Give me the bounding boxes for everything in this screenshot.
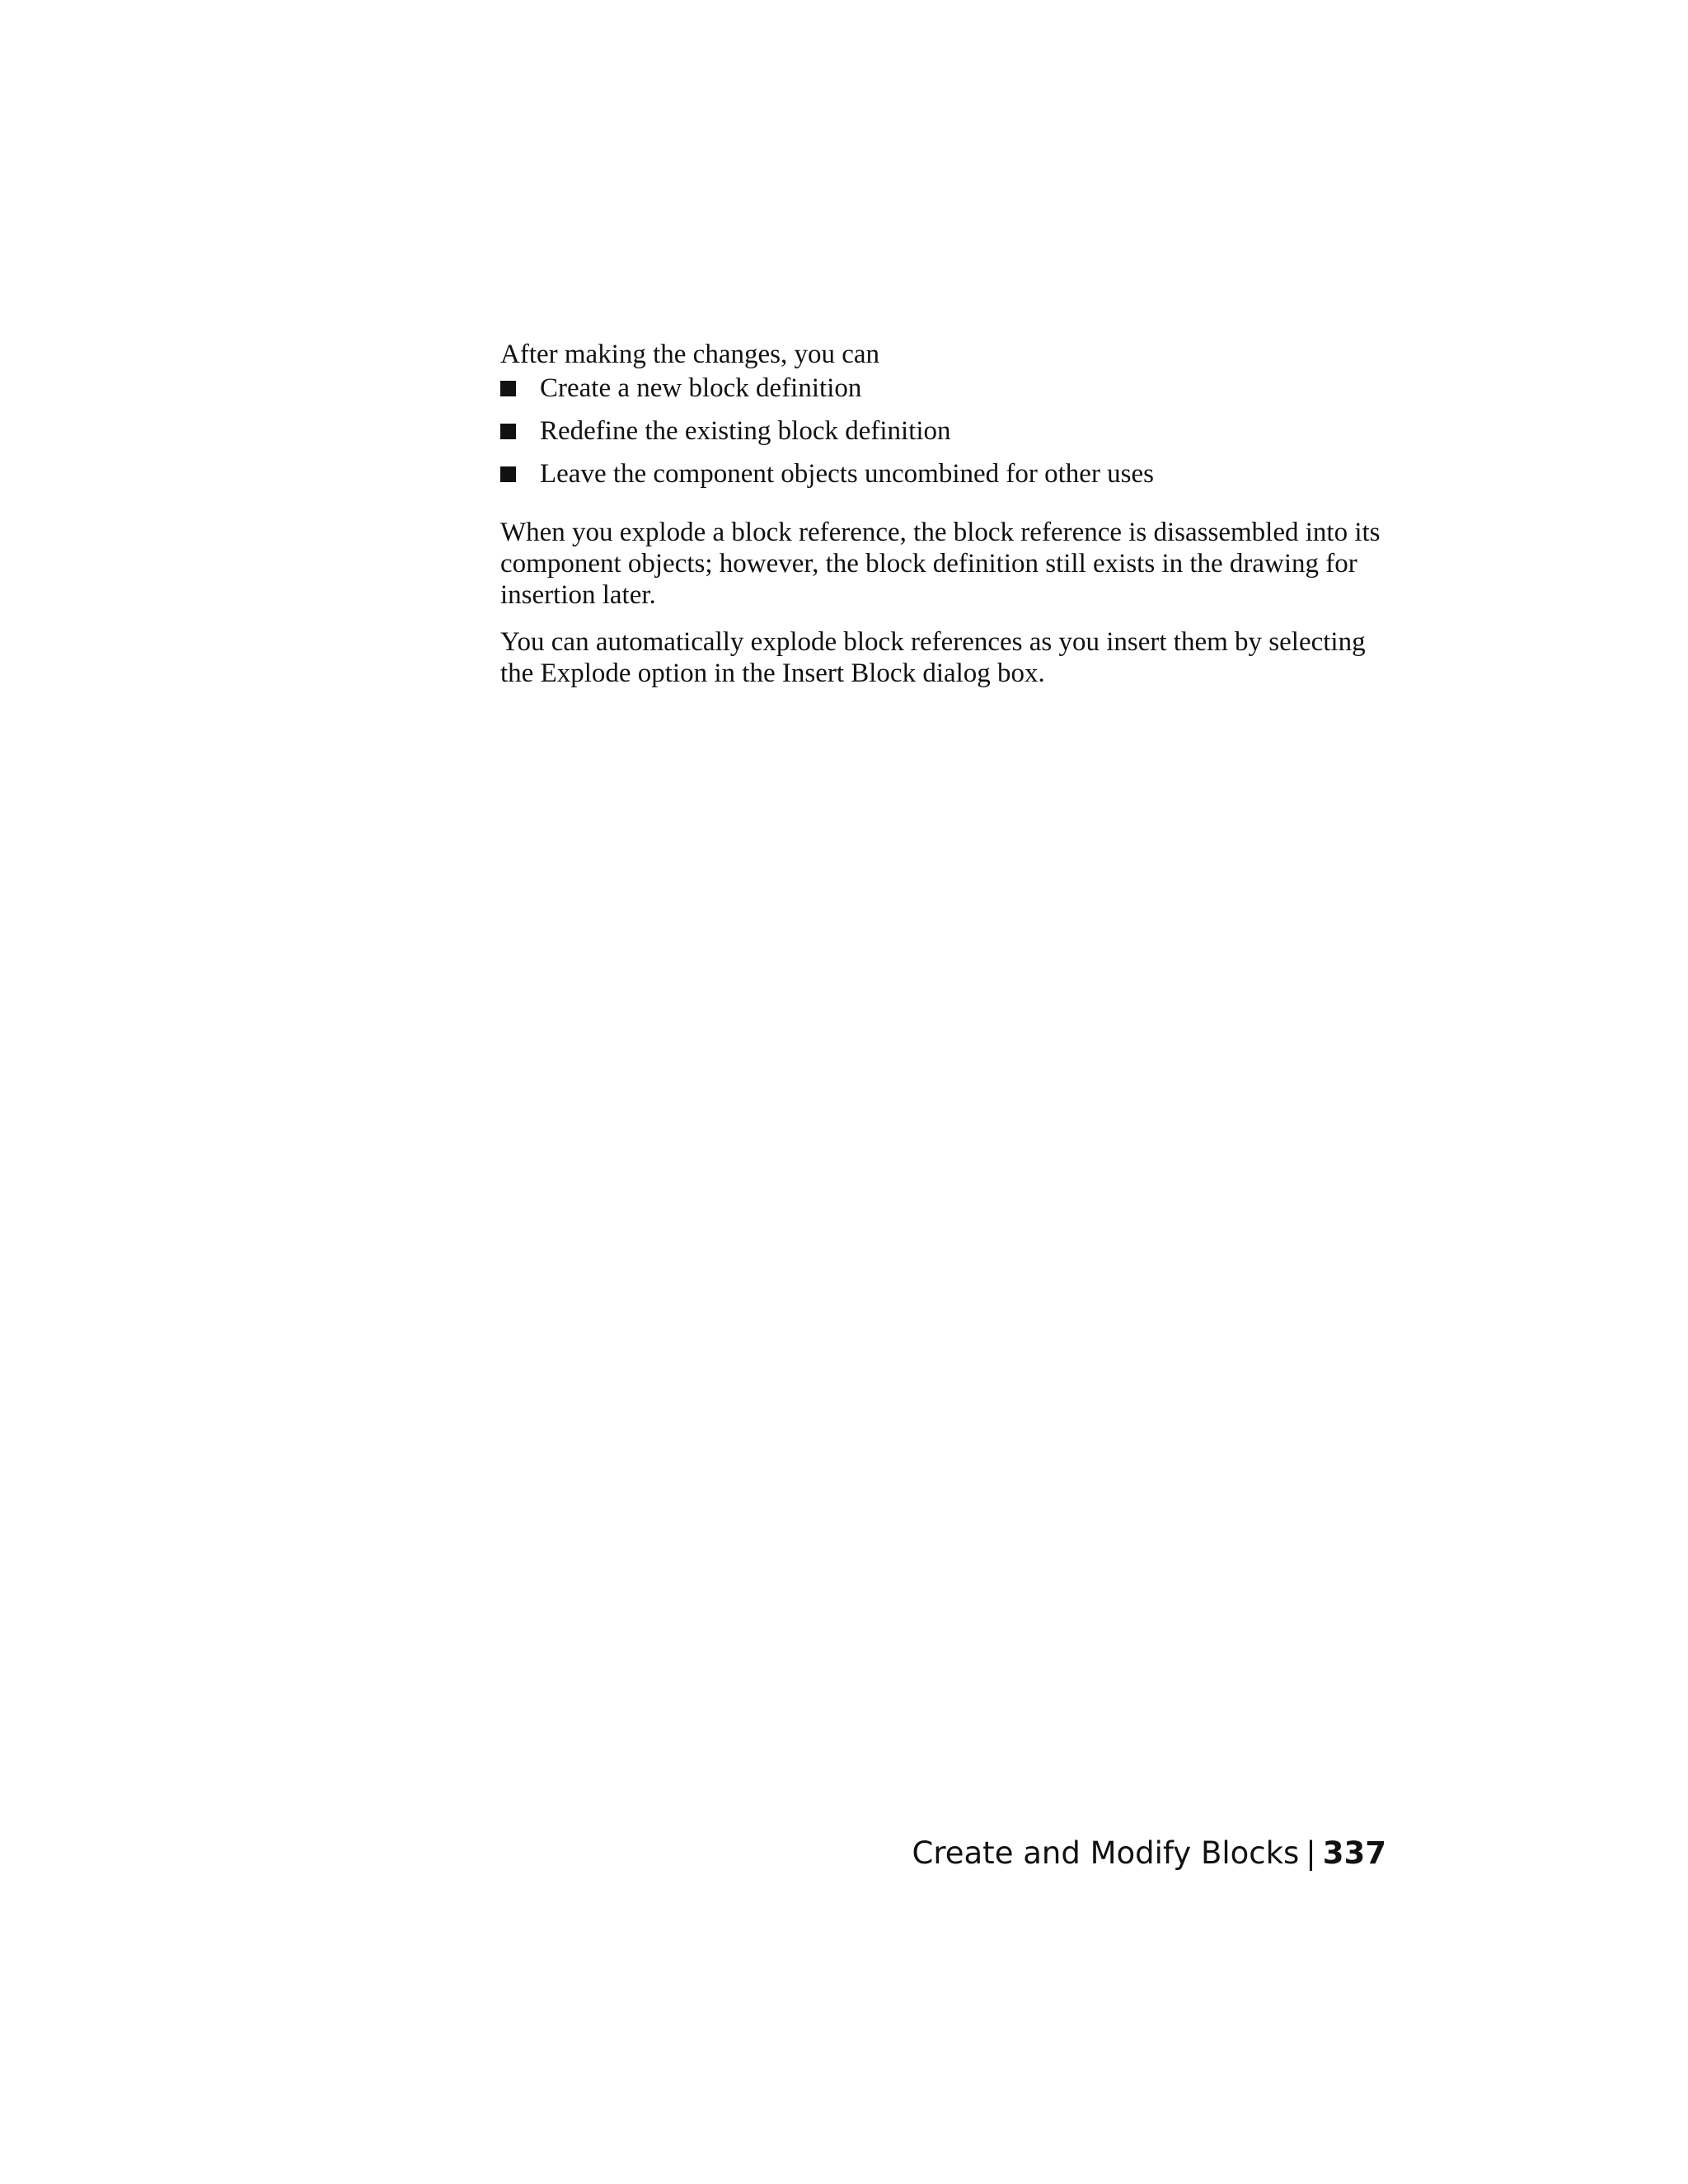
page-content bbox=[500, 338, 1386, 689]
square-bullet-icon bbox=[500, 381, 516, 396]
page-footer bbox=[912, 1835, 1386, 1872]
intro-text: After making the changes, you can bbox=[500, 340, 880, 369]
list-item bbox=[500, 372, 1386, 405]
page-number: 337 bbox=[1322, 1835, 1386, 1871]
list-item-text: Leave the component objects uncombined for other uses bbox=[540, 459, 1155, 489]
footer-separator: | bbox=[1306, 1835, 1316, 1871]
explode-paragraph: When you explode a block reference, the block reference is disassembled into its component objects; however, the block definition still exists in the drawing for insertion later. bbox=[500, 518, 1381, 610]
square-bullet-icon bbox=[500, 424, 516, 439]
footer-section-title: Create and Modify Blocks bbox=[912, 1835, 1300, 1871]
list-item-text: Create a new block definition bbox=[540, 373, 862, 403]
list-item-text: Redefine the existing block definition bbox=[540, 416, 951, 446]
bullet-list bbox=[500, 372, 1386, 490]
auto-explode-paragraph: You can automatically explode block references as you insert them by selecting the Explode option in the Insert Block dialog box. bbox=[500, 627, 1366, 688]
square-bullet-icon bbox=[500, 466, 516, 482]
list-item bbox=[500, 457, 1386, 490]
list-item bbox=[500, 415, 1386, 448]
